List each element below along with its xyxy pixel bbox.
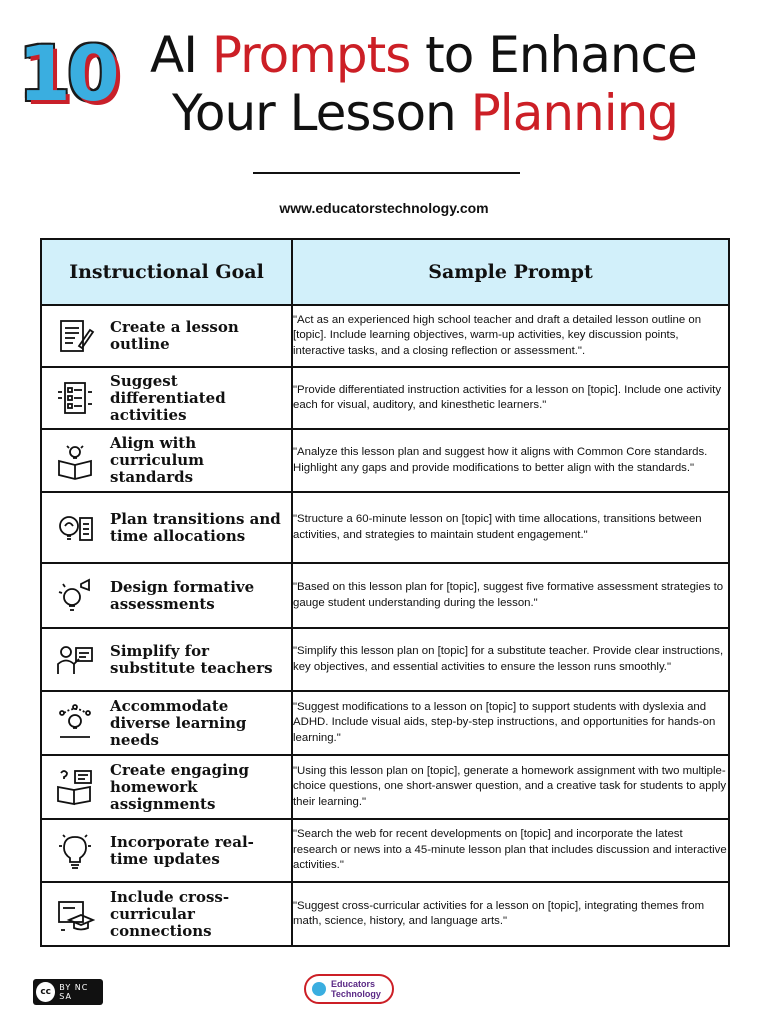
goal-label: Incorporate real-time updates <box>110 832 254 868</box>
goal-label: Align with curriculum standards <box>110 434 205 486</box>
prompt-text: "Based on this lesson plan for [topic], suggest five formative assessment strategies to gauge student understanding during the lesson." <box>292 563 729 628</box>
open-book-bulb-icon <box>52 438 98 484</box>
prompt-text: "Suggest cross-curricular activities for a lesson on [topic], integrating themes from math, science, history, and language arts." <box>292 882 729 946</box>
prompt-text: "Act as an experienced high school teacher and draft a detailed lesson outline on [topic]. Include learning objectives, warm-up activities, key discussion points, interactive tasks, and a closing reflection or assessment.". <box>292 305 729 367</box>
brain-clipboard-icon <box>52 505 98 551</box>
globe-icon <box>312 982 326 996</box>
table-row <box>41 819 729 882</box>
prompt-text: "Suggest modifications to a lesson on [topic] to support students with dyslexia and ADHD. Include visual aids, step-by-step instructions, and opportunities for hands-on learning." <box>292 691 729 755</box>
table-row <box>41 563 729 628</box>
logo-line1: Educators <box>331 979 376 989</box>
cc-terms: BY NC SA <box>59 983 89 1001</box>
prompt-text: "Provide differentiated instruction activities for a lesson on [topic]. Include one activity each for visual, auditory, and kinesthetic learners." <box>292 367 729 429</box>
goal-label: Create a lesson outline <box>110 318 239 353</box>
title-highlight-planning: Planning <box>470 84 679 142</box>
document-pencil-icon <box>52 313 98 359</box>
prompts-table <box>40 238 730 947</box>
divider <box>253 172 520 174</box>
table-row <box>41 691 729 755</box>
goal-label: Suggest differentiated activities <box>110 371 226 424</box>
lightbulb-megaphone-icon <box>52 573 98 619</box>
prompt-text: "Search the web for recent developments on [topic] and incorporate the latest research or news into a 45-minute lesson plan that includes discussion and interactive activities." <box>292 819 729 882</box>
table-row <box>41 367 729 429</box>
prompt-text: "Using this lesson plan on [topic], generate a homework assignment with two multiple-choice questions, one short-answer question, and a creative task for students to apply their learning." <box>292 755 729 819</box>
page-title <box>150 26 750 142</box>
prompt-text: "Structure a 60-minute lesson on [topic] with time allocations, transitions between activities, and strategies to maintain student engagement." <box>292 492 729 563</box>
goal-label: Accommodate diverse learning needs <box>110 696 247 749</box>
logo-line2: Technology <box>331 989 381 999</box>
table-header-row <box>41 239 729 305</box>
goal-label: Design formative assessments <box>110 577 255 613</box>
checklist-icon <box>52 375 98 421</box>
title-highlight-prompts: Prompts <box>211 26 411 84</box>
title-part1: AI <box>150 26 212 84</box>
learning-network-icon <box>52 700 98 746</box>
book-question-icon <box>52 764 98 810</box>
website-link[interactable]: www.educatorstechnology.com <box>279 200 489 216</box>
table-row <box>41 882 729 946</box>
lightbulb-icon <box>52 828 98 874</box>
graduation-cap-screen-icon <box>52 891 98 937</box>
title-part2: to Enhance <box>410 26 697 84</box>
title-part3: Your Lesson <box>172 84 471 142</box>
teacher-board-icon <box>52 637 98 683</box>
educators-technology-logo[interactable] <box>304 974 394 1004</box>
column-header-goal: Instructional Goal <box>41 239 292 305</box>
goal-label: Include cross-curricular connections <box>110 887 230 940</box>
prompt-text: "Analyze this lesson plan and suggest how it aligns with Common Core standards. Highlight any gaps and provide modifications to better align with the standards." <box>292 429 729 492</box>
cc-symbol: cc <box>36 982 55 1002</box>
table-row <box>41 492 729 563</box>
column-header-prompt: Sample Prompt <box>292 239 729 305</box>
goal-label: Create engaging homework assignments <box>110 760 250 813</box>
goal-label: Simplify for substitute teachers <box>110 641 273 677</box>
table-row <box>41 305 729 367</box>
prompt-text: "Simplify this lesson plan on [topic] for a substitute teacher. Provide clear instructions, key objectives, and essential activities to ensure the lesson runs smoothly." <box>292 628 729 691</box>
number-badge: 10 <box>18 29 116 118</box>
table-row <box>41 755 729 819</box>
table-row <box>41 429 729 492</box>
creative-commons-badge[interactable] <box>33 979 103 1005</box>
table-row <box>41 628 729 691</box>
goal-label: Plan transitions and time allocations <box>110 509 281 545</box>
